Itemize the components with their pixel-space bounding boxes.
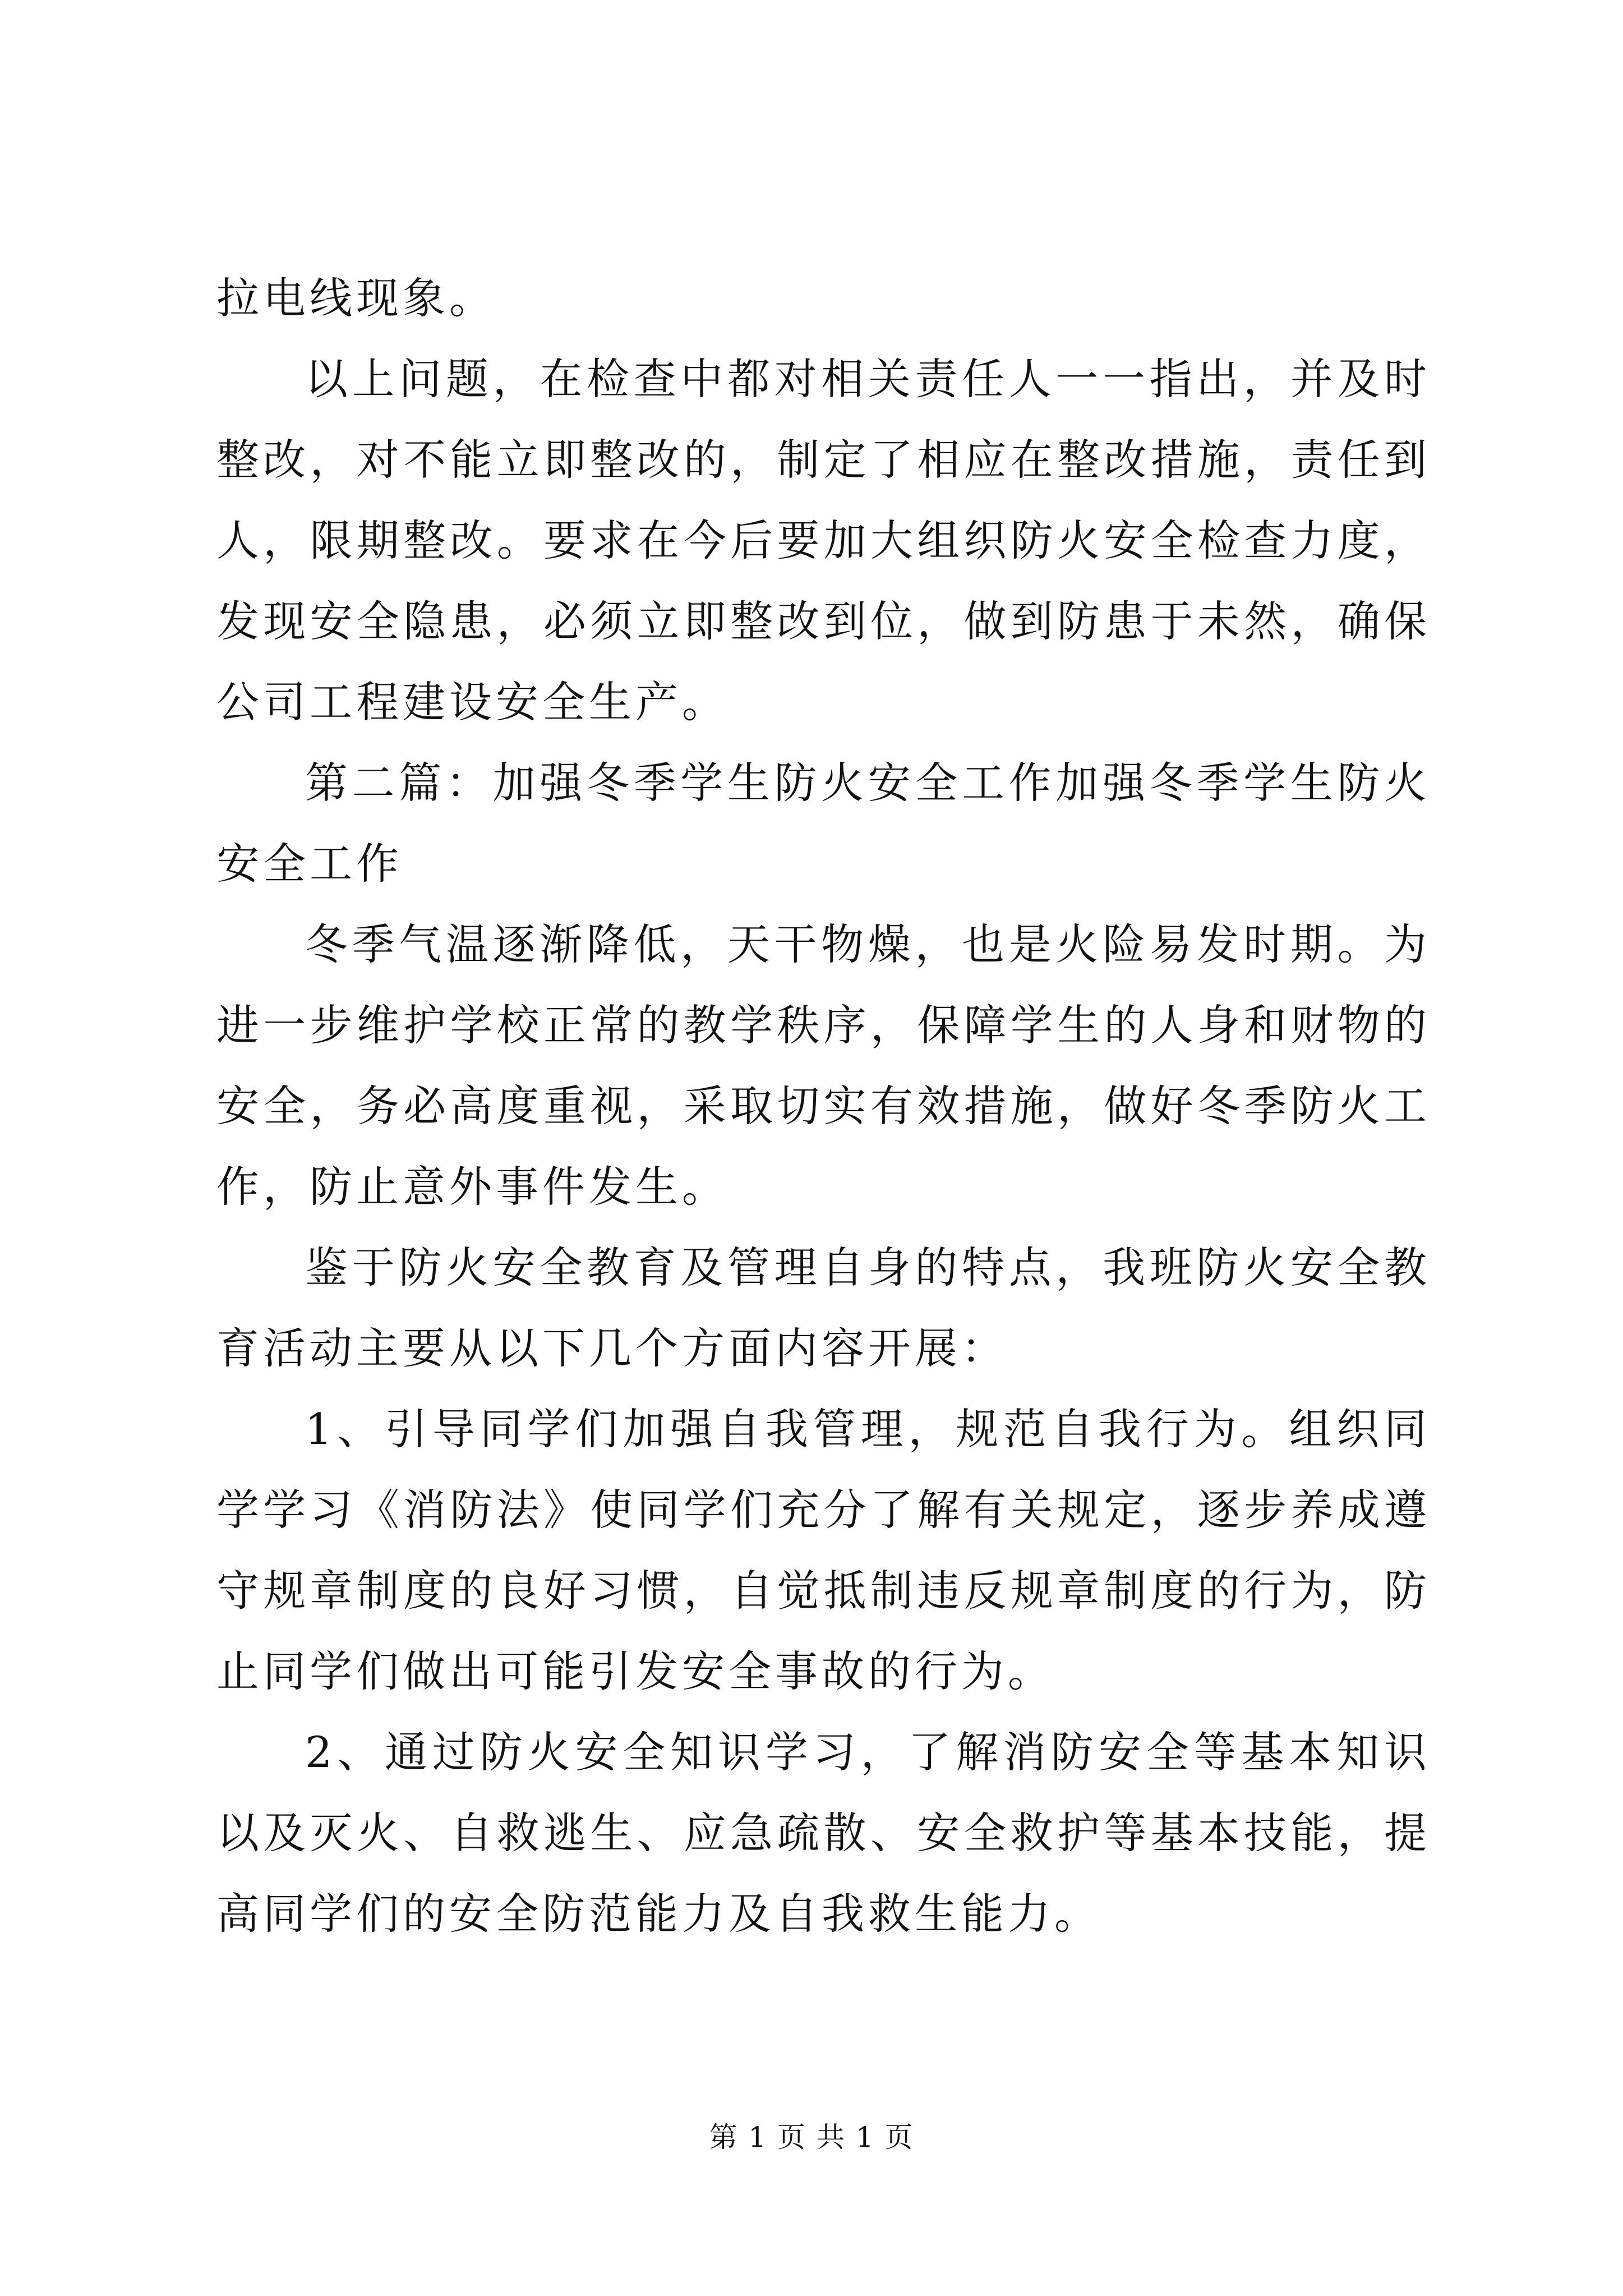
document-body [216,258,1431,1954]
paragraph-2: 以上问题，在检查中都对相关责任人一一指出，并及时整改，对不能立即整改的，制定了相应在整改措施，责任到人，限期整改。要求在今后要加大组织防火安全检查力度，发现安全隐患，必须立即整改到位，做到防患于未然，确保公司工程建设安全生产。 [216,354,1431,727]
paragraph-5: 1、引导同学们加强自我管理，规范自我行为。组织同学学习《消防法》使同学们充分了解有关规定，逐步养成遵守规章制度的良好习惯，自觉抵制违反规章制度的行为，防止同学们做出可能引发安全事故的行为。 [216,1404,1431,1696]
page-footer: 第 1 页 共 1 页 [709,2121,914,2154]
section-heading: 第二篇：加强冬季学生防火安全工作加强冬季学生防火安全工作 [216,758,1431,889]
paragraph-3: 冬季气温逐渐降低，天干物燥，也是火险易发时期。为进一步维护学校正常的教学秩序，保障学生的人身和财物的安全，务必高度重视，采取切实有效措施，做好冬季防火工作，防止意外事件发生。 [216,919,1431,1212]
paragraph-6: 2、通过防火安全知识学习，了解消防安全等基本知识以及灭火、自救逃生、应急疏散、安全救护等基本技能，提高同学们的安全防范能力及自我救生能力。 [216,1727,1431,1939]
paragraph-4: 鉴于防火安全教育及管理自身的特点，我班防火安全教育活动主要从以下几个方面内容开展： [216,1243,1431,1373]
paragraph-1: 拉电线现象。 [216,273,496,323]
